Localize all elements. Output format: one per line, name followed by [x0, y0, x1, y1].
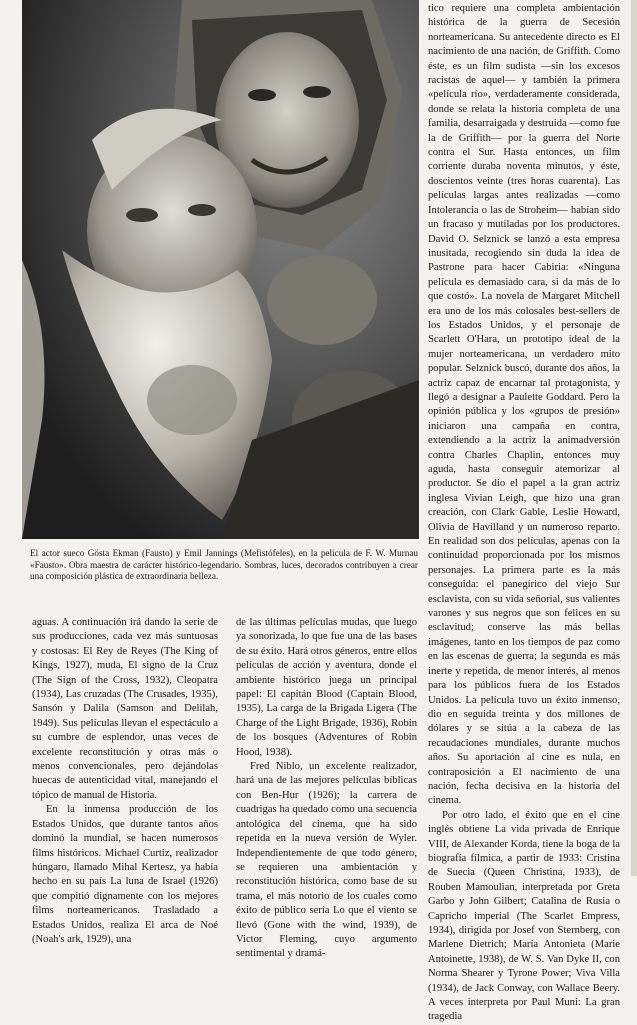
- film-still-photo: [22, 0, 419, 539]
- text-column-1: [32, 616, 218, 947]
- film-still-illustration: [22, 0, 419, 539]
- photo-caption: El actor sueco Gösta Ekman (Fausto) y Emil Jannings (Mefistófeles), en la película de F. W. Murnau «Fausto». Obra maestra de carácter histórico-legendario. Sombras, luces, decorados contribuyen a crear una composición plástica de extraordinaria belleza.: [30, 548, 418, 582]
- paragraph: En la inmensa producción de los Estados Unidos, que durante tantos años dominó la mundial, se hacen numerosos films históricos. Michael Curtiz, realizador húngaro, llamado Mihal Kertesz, ya había hecho en su país La luna de Israel (1926) que compitió dignamente con los mejores films norteamericanos. Trasladado a Estados Unidos, realiza El arca de Noé (Noah's ark, 1929), una: [32, 804, 218, 945]
- paragraph: Por otro lado, el éxito que en el cine inglés obtiene La vida privada de Enrique VIII, de Alexander Korda, tiene la boga de la biografía fílmica, a partir de 1933: Cristina de Suecia (Queen Christina, 1933), de Rouben Mamoulian, interpretada por Greta Garbo y John Gilbert; Catalina de Rusia o Capricho imperial (The Scarlet Empress, 1934), dirigida por Josef von Sternberg, con Marlene Dietrich; María Antonieta (Marie Antoinette, 1938), de W. S. Van Dyke II, con Norma Shearer y Tyrone Power; Viva Villa (1934), de Jack Conway, con Wallace Beery. A veces interpreta por Paul Muni: La gran tragedia: [428, 809, 620, 1023]
- page-edge: [631, 0, 637, 876]
- paragraph: aguas. A continuación irá dando la serie de sus producciones, cada vez más suntuosas y costosas: El Rey de Reyes (The King of Kings, 1927), muda, El signo de la Cruz (The Sign of the Cross, 1932), Cleopatra (1934), Las cruzadas (The Crusades, 1935), Sansón y Dalila (Samson and Delilah, 1949). Sus películas llevan el espectáculo a su cumbre de esplendor, unas veces de excelente reconstitución y otras más o menos convencionales, pero dejándolas huecas de autenticidad vital, manejando el tópico de manual de Historia.: [32, 617, 218, 801]
- paragraph: Fred Niblo, un excelente realizador, hará una de las mejores películas bíblicas con Ben-Hur (1926); la carrera de cuadrigas ha quedado como una secuencia antológica del cinema, que ha sido repetida en la nueva versión de Wyler. Independientemente de que todo género, se requieren una ambientación y reconstitución histórica, como base de su trama, el más notorio de los cuales como éxito de público sería Lo que el viento se llevó (Gone with the wind, 1939), de Victor Fleming, cuyo argumento sentimental y dramá-: [236, 761, 417, 960]
- text-column-3: [428, 2, 620, 1025]
- paragraph: de las últimas películas mudas, que luego ya sonorizada, lo que fue una de las bases de su éxito. Hará otros géneros, entre ellos películas de acción y aventura, donde el ambiente histórico juega un principal papel: El capitán Blood (Captain Blood, 1935), La carga de la Brigada Ligera (The Charge of the Light Brigade, 1936), Robin de los bosques (Adventures of Robin Hood, 1938).: [236, 617, 417, 758]
- text-column-2: [236, 616, 417, 962]
- paragraph: tico requiere una completa ambientación histórica de la guerra de Secesión norteamericana. Su antecedente directo es El nacimiento de una nación, de Griffith. Como éste, es un film sudista —sin los excesos racistas de aquel— y también la primera «película río», verdaderamente considerada, donde se relata la historia completa de una familia, desarraigada y destruida —como fue la de Griffith— por la guerra del Norte contra el Sur. Hasta entonces, un film corriente duraba noventa minutos, y éste, doscientos veinte (tres horas cuarenta). Las películas largas antes realizadas —como Intolerancia o las de Stroheim— habían sido un fracaso y mutiladas por los productores. David O. Selznick se lanzó a esta empresa inusitada, recogiendo sin duda la idea de Pastrone para hacer Cabiria: «Ninguna película es demasiado cara, si da más de lo que costó». La novela de Margaret Mitchell era uno de los más colosales best-sellers de los Estados Unidos, y el personaje de Scarlett O'Hara, un prototipo ideal de la mujer norteamericana, un verdadero mito popular. Selznick buscó, durante dos años, la actriz capaz de encarnar tal protagonista, y llegó a designar a Paulette Goddard. Pero la opinión pública y los «grupos de presión» iniciaron una campaña en contra, extendiendo a la actriz la animadversión contra Charles Chaplin, entonces muy aguda, hasta conseguir atemorizar al productor. Se dio el papel a la gran actriz inglesa Vivian Leigh, que hizo una gran creación, con Clark Gable, Leslie Howard, Olivia de Havilland y un numeroso reparto. En realidad son dos películas, apenas con la continuidad proporcionada por los mismos personajes. La primera parte es la más conseguida: el panegírico del viejo Sur esclavista, con su vida señorial, sus valientes varones y sus negros que son felices en su esclavitud; conserve las más bellas imágenes, tanto en los tiempos de paz como en las escenas de guerra; la segunda es más inerte y repetida, de menor interés, al menos para los públicos fuera de los Estados Unidos. La película tuvo un éxito inmenso, dio en seguida treinta y dos millones de dólares y se sitúa a la cabeza de las recaudaciones mundiales, durante muchos años. Su aportación al cine es nula, en contraposición a El nacimiento de una nación, fecha decisiva en la historia del cinema.: [428, 3, 620, 807]
